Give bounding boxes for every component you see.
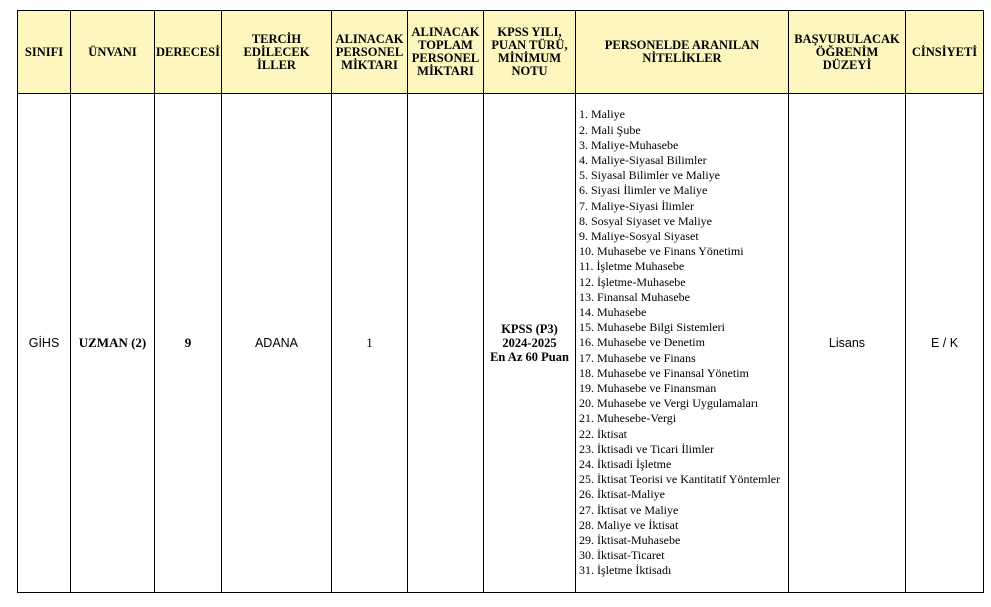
list-item: 14. Muhasebe	[579, 304, 647, 319]
cell-derecesi: 9	[155, 94, 222, 593]
header-toplam-personel: ALINACAK TOPLAM PERSONEL MİKTARI	[408, 11, 484, 94]
qualification-list	[579, 107, 788, 578]
list-item: 20. Muhasebe ve Vergi Uygulamaları	[579, 396, 759, 411]
cell-kpss	[484, 94, 576, 593]
list-item: 30. İktisat-Ticaret	[579, 548, 665, 563]
list-item: 27. İktisat ve Maliye	[579, 502, 679, 517]
list-item: 13. Finansal Muhasebe	[579, 289, 690, 304]
cell-unvani: UZMAN (2)	[71, 94, 155, 593]
list-item: 23. İktisadi ve Ticari İlimler	[579, 441, 714, 456]
list-item: 2. Mali Şube	[579, 122, 641, 137]
cell-sinifi: GİHS	[18, 94, 71, 593]
header-personel-miktari: ALINACAK PERSONEL MİKTARI	[332, 11, 408, 94]
kpss-min-score: En Az 60 Puan	[490, 350, 569, 364]
list-item: 31. İşletme İktisadı	[579, 563, 672, 578]
list-item: 6. Siyasi İlimler ve Maliye	[579, 183, 708, 198]
cell-cinsiyet: E / K	[906, 94, 984, 593]
list-item: 29. İktisat-Muhasebe	[579, 533, 681, 548]
list-item: 24. İktisadi İşletme	[579, 457, 672, 472]
list-item: 11. İşletme Muhasebe	[579, 259, 685, 274]
list-item: 4. Maliye-Siyasal Bilimler	[579, 152, 707, 167]
list-item: 25. İktisat Teorisi ve Kantitatif Yöntemler	[579, 472, 781, 487]
list-item: 18. Muhasebe ve Finansal Yönetim	[579, 365, 749, 380]
cell-personel-miktari: 1	[332, 94, 408, 593]
table-row	[18, 94, 984, 593]
list-item: 3. Maliye-Muhasebe	[579, 137, 679, 152]
cell-iller: ADANA	[222, 94, 332, 593]
list-item: 10. Muhasebe ve Finans Yönetimi	[579, 244, 744, 259]
header-iller: TERCİH EDİLECEK İLLER	[222, 11, 332, 94]
list-item: 22. İktisat	[579, 426, 627, 441]
list-item: 21. Muhesebe-Vergi	[579, 411, 677, 426]
kpss-years: 2024-2025	[502, 336, 557, 350]
list-item: 1. Maliye	[579, 107, 625, 122]
cell-toplam-personel	[408, 94, 484, 593]
list-item: 12. İşletme-Muhasebe	[579, 274, 686, 289]
list-item: 7. Maliye-Siyasi İlimler	[579, 198, 694, 213]
cell-nitelikler	[576, 94, 789, 593]
header-unvani: ÜNVANI	[71, 11, 155, 94]
cell-ogrenim: Lisans	[789, 94, 906, 593]
list-item: 9. Maliye-Sosyal Siyaset	[579, 228, 699, 243]
header-nitelikler: PERSONELDE ARANILAN NİTELİKLER	[576, 11, 789, 94]
list-item: 16. Muhasebe ve Denetim	[579, 335, 705, 350]
header-ogrenim: BAŞVURULACAK ÖĞRENİM DÜZEYİ	[789, 11, 906, 94]
kpss-type: KPSS (P3)	[501, 322, 558, 336]
header-derecesi: DERECESİ	[155, 11, 222, 94]
list-item: 5. Siyasal Bilimler ve Maliye	[579, 168, 720, 183]
list-item: 8. Sosyal Siyaset ve Maliye	[579, 213, 712, 228]
list-item: 26. İktisat-Maliye	[579, 487, 665, 502]
list-item: 15. Muhasebe Bilgi Sistemleri	[579, 320, 725, 335]
header-cinsiyet: CİNSİYETİ	[906, 11, 984, 94]
header-sinifi: SINIFI	[18, 11, 71, 94]
list-item: 17. Muhasebe ve Finans	[579, 350, 696, 365]
job-posting-table	[17, 10, 984, 593]
header-row	[18, 11, 984, 94]
list-item: 19. Muhasebe ve Finansman	[579, 381, 717, 395]
list-item: 28. Maliye ve İktisat	[579, 517, 679, 532]
header-kpss: KPSS YILI, PUAN TÜRÜ, MİNİMUM NOTU	[484, 11, 576, 94]
